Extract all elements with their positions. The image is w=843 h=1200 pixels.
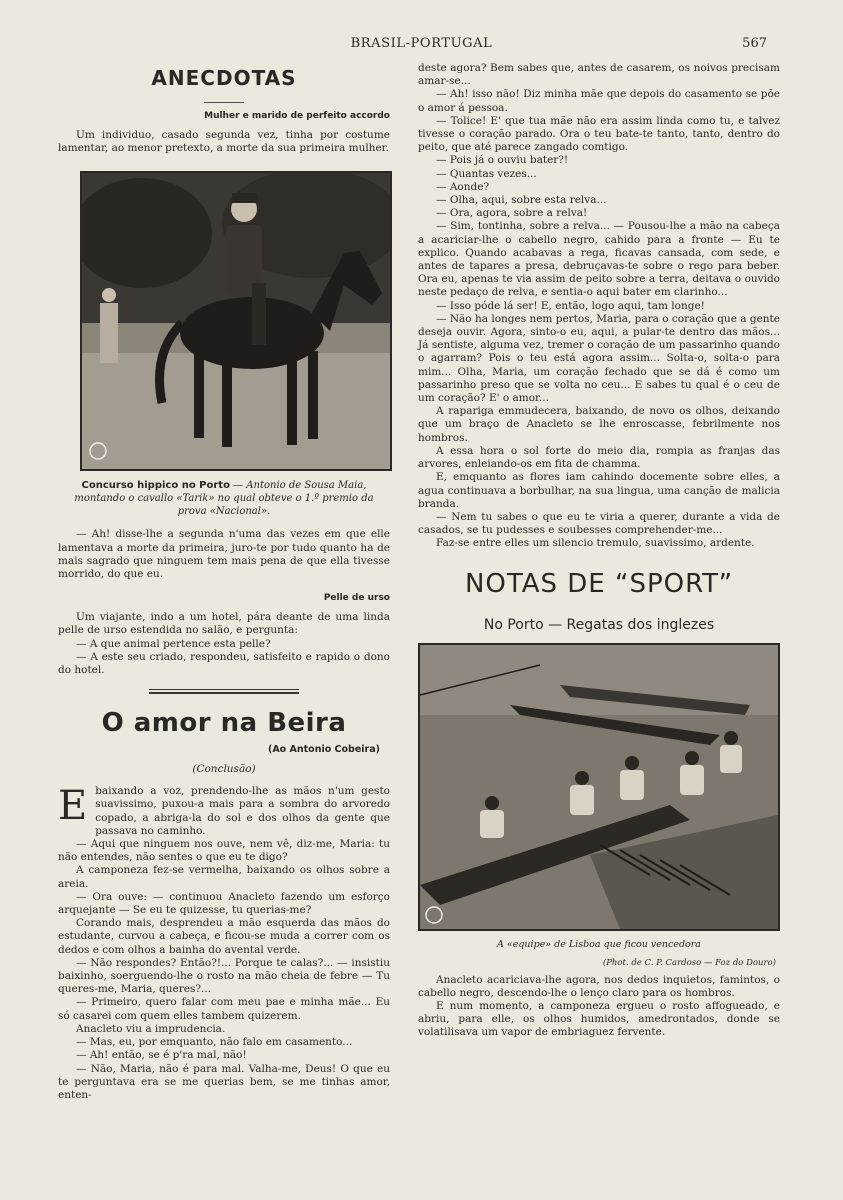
anecdote-paragraph: — A este seu criado, respondeu, satisfeito e rapido o dono do hotel. [58, 650, 390, 677]
right-column [418, 62, 780, 1040]
story-paragraph: — Ora, agora, sobre a relva! [436, 207, 588, 220]
story-paragraph: — Quantas vezes... [436, 167, 537, 180]
photo2-credit: (Phot. de C. P. Cardoso — Foz do Douro) [602, 957, 776, 968]
amor-paragraph: — Não, Maria, não é para mal. Valha-me, Deus! O que eu te perguntava era se me querias bem, se me tinhas amor, enten- [58, 1062, 390, 1101]
amor-paragraph: — Aqui que ninguem nos ouve, nem vê, diz-me, Maria: tu não entendes, não sentes o que eu te digo? [58, 838, 390, 864]
story-paragraph: — Aonde? [436, 180, 490, 193]
story-paragraph: — Não ha longes nem pertos, Maria, para o coração que a gente deseja ouvir. Agora, sinto-o eu, aqui, a pular-te dentro das mãos... Já sentiste, alguma vez, tremer o coração de um passarinho quando o agarram? Pois o teu está agora assim... Solta-o, solta-o para mim... Olha, Maria, um coração fechado que se dá é como um passarinho preso que se volta no ceu... E sabes tu qual é o ceu de um coração? E' o amor... [418, 312, 780, 405]
amor-paragraph: Anacleto viu a imprudencia. [76, 1022, 226, 1035]
amor-conclusion: (Conclusão) [192, 763, 256, 776]
horse-rider-illustration [82, 173, 390, 469]
story-paragraph: deste agora? Bem sabes que, antes de casarem, os noivos precisam amar-se... [418, 62, 780, 88]
story-paragraph: — Nem tu sabes o que eu te viria a querer, durante a vida de casados, se tu pudesses e soubesses comprehender-me... [418, 510, 780, 537]
amor-title: O amor na Beira [101, 708, 347, 739]
rowing-team-illustration [420, 645, 778, 929]
anecdote-paragraph: — Ah! disse-lhe a segunda n'uma das vezes em que elle lamentava a morte da primeira, juro-te por tudo quanto ha de mais sagrado que ninguem tem mais pena de que ella tivesse morrido, do que eu. [58, 528, 390, 581]
story-paragraph: — Isso póde lá ser! E, então, logo aqui, tam longe! [436, 299, 705, 312]
page-header [0, 36, 843, 56]
amor-dedication: (Ao Antonio Cobeira) [267, 744, 380, 756]
story-paragraph: E, emquanto as flores iam cahindo docemente sobre elles, a agua continuava a borbulhar, na sua lingua, uma canção de malicia branda. [418, 471, 780, 510]
amor-paragraph: — Não respondes? Então?!... Porque te calas?... — insistiu baixinho, soerguendo-lhe o rosto na mão cheia de febre — Tu queres-me, Maria, queres?... [58, 956, 390, 996]
story-paragraph: — Ah! isso não! Diz minha mãe que depois do casamento se põe o amor á pessoa. [418, 88, 780, 114]
story-paragraph: — Sim, tontinha, sobre a relva... — Pousou-lhe a mão na cabeça a acariciar-lhe o cabello negro, cahido para a fronte — Eu te explico. Quando acabavas a rega, ficavas cansada, com sede, e antes de tapares a presa, debruçavas-te sobre o rego para beber. Ora eu, apenas te via assim de peito sobre a terra, deitava o ouvido neste pedaço de relva, e sentia-o aqui bater em clarinho... [418, 220, 780, 299]
amor-paragraph [58, 785, 390, 838]
story-paragraph: E num momento, a camponeza ergueu o rosto affogueado, e abriu, para elle, os olhos humidos, amedrontados, donde se volatilisava um vapor de embriaguez fervente. [418, 999, 780, 1039]
story-paragraph: Anacleto acariciava-lhe agora, nos dedos inquietos, famintos, o cabello negro, descendo-lhe o lenço claro para os hombros. [418, 973, 780, 999]
notas-title: NOTAS DE “SPORT” [464, 568, 734, 599]
short-divider [204, 102, 244, 103]
amor-paragraph: A camponeza fez-se vermelha, baixando os olhos sobre a areia. [58, 864, 390, 890]
anecdote-paragraph: Um viajante, indo a um hotel, pára deante de uma linda pelle de urso estendida no salão, e pergunta: [58, 611, 390, 637]
story-paragraph: A rapariga emmudecera, baixando, de novo os olhos, deixando que um braço de Anacleto se lhe enroscasse, febrilmente nos hombros. [418, 405, 780, 444]
amor-paragraph: — Primeiro, quero falar com meu pae e minha mãe... Eu só casarei com quem elles tambem quizerem. [58, 996, 390, 1022]
amor-paragraph-text: baixando a voz, prendendo-lhe as mãos n'um gesto suavissimo, puxou-a mais para a sombra do arvoredo copado, a abriga-la do sol e dos olhos da gente que passava no caminho. [95, 785, 390, 837]
amor-paragraph: — Ah! então, se é p'ra mal, não! [76, 1049, 247, 1062]
anecdote-paragraph: Um individuo, casado segunda vez, tinha por costume lamentar, ao menor pretexto, a morte da sua primeira mulher. [58, 129, 390, 155]
story-paragraph: — Tolice! E' que tua mãe não era assim linda como tu, e talvez tivesse o coração parado. Ora o teu bate-te tanto, tanto, dentro do peito, que até parece zangado comtigo. [418, 114, 780, 154]
horse-rider-photo [80, 171, 392, 471]
rowing-team-photo [418, 643, 780, 931]
notas-subtitle: No Porto — Regatas dos inglezes [483, 616, 715, 633]
amor-paragraph: — Mas, eu, por emquanto, não falo em casamento... [76, 1036, 353, 1049]
anecdote-subtitle: Mulher e marido de perfeito accordo [204, 111, 390, 121]
page-number: 567 [742, 36, 767, 51]
photo1-caption-title: Concurso hippico no Porto [81, 480, 230, 492]
anecdote-paragraph: — A que animal pertence esta pelle? [76, 637, 271, 650]
double-divider [149, 689, 299, 694]
amor-paragraph: — Ora ouve: — continuou Anacleto fazendo um esforço arquejante — Se eu te quizesse, tu querias-me? [58, 890, 390, 917]
story-paragraph: — Olha, aqui, sobre esta relva... [436, 194, 607, 207]
story-paragraph: A essa hora o sol forte do meio dia, rompia as franjas das arvores, enleiando-os em fita de chamma. [418, 444, 780, 471]
story-paragraph: Faz-se entre elles um silencio tremulo, suavissimo, ardente. [436, 537, 755, 550]
left-column [58, 62, 390, 1102]
anecdotas-title: ANECDOTAS [151, 66, 297, 90]
photo1-caption [62, 479, 386, 518]
anecdote-subtitle-2: Pelle de urso [323, 593, 390, 604]
amor-paragraph: Corando mais, desprendeu a mão esquerda das mãos do estudante, curvou a cabeça, e ficou-se muda a correr com os dedos e com olhos a bainha do avental verde. [58, 917, 390, 956]
photo1-caption-text: — Antonio de Sousa Maia, montando o cavallo «Tarik» no qual obteve o 1.º premio da prova «Nacional». [74, 480, 374, 518]
story-paragraph: — Pois já o ouviu bater?! [436, 154, 569, 167]
photo2-caption: A «equipe» de Lisboa que ficou vencedora [497, 938, 701, 950]
running-title: BRASIL-PORTUGAL [350, 36, 493, 51]
drop-cap: E [58, 783, 88, 830]
